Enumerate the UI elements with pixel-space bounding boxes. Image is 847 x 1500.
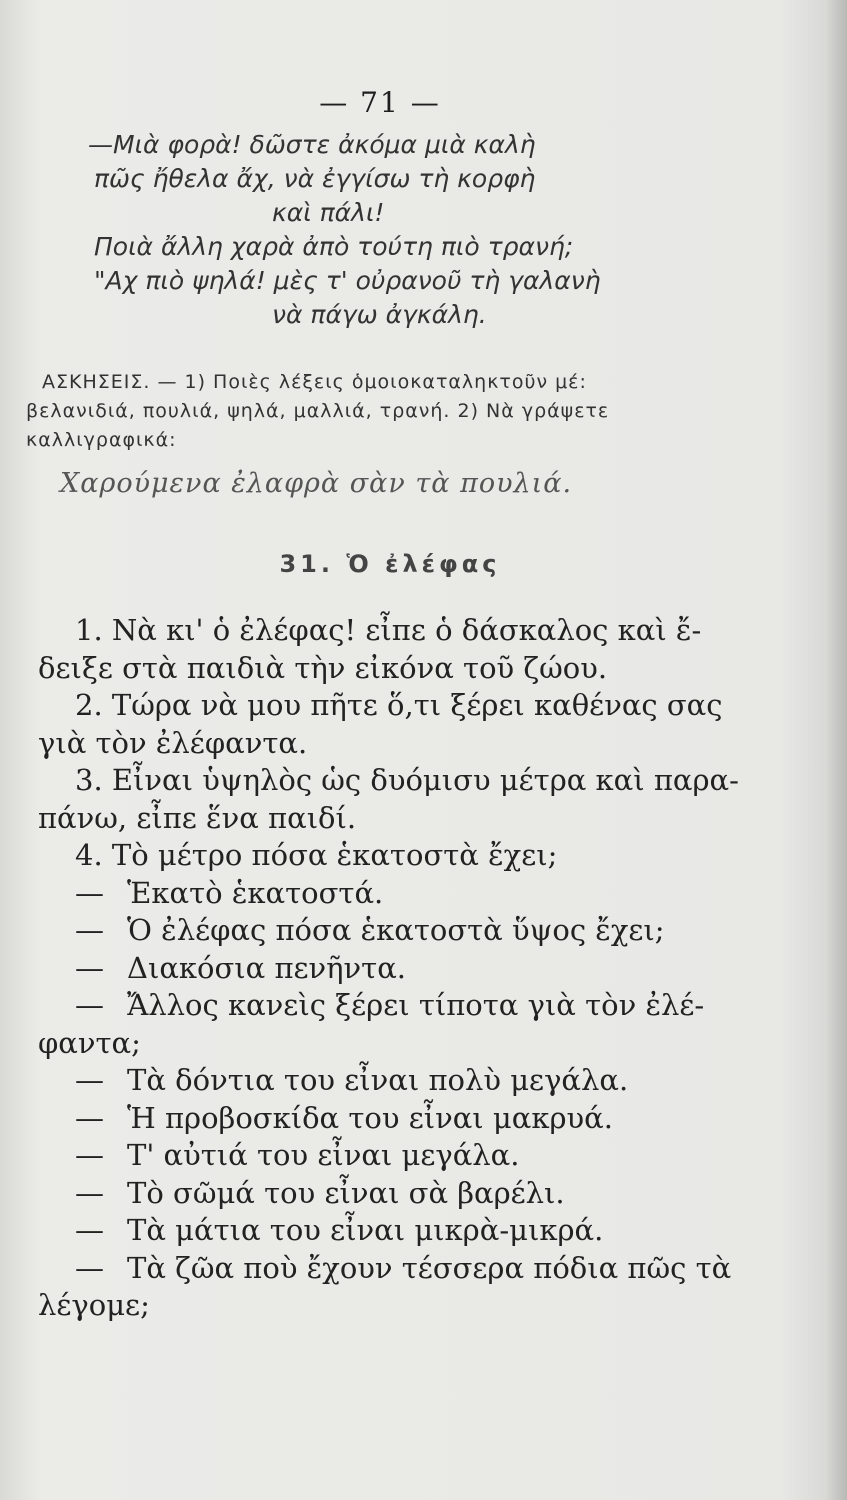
poem-line: Ποιὰ ἄλλη χαρὰ ἀπὸ τούτη πιὸ τρανή;	[94, 232, 574, 261]
text-line-content: Διακόσια πενῆντα.	[127, 950, 407, 985]
exercises-line: βελανιδιά, πουλιά, ψηλά, μαλλιά, τρανή. 2) Νὰ γράψετε	[26, 400, 610, 422]
poem-line: "Αχ πιὸ ψηλά! μὲς τ' οὐρανοῦ τὴ γαλανὴ	[94, 266, 601, 295]
text-line-content: λέγομε;	[38, 1288, 150, 1322]
text-line-content: Τ' αὐτιά του εἶναι μεγάλα.	[127, 1138, 520, 1172]
exercises-line: καλλιγραφικά:	[26, 429, 177, 451]
text-line	[38, 1062, 738, 1100]
text-line	[38, 725, 738, 763]
text-line	[38, 1287, 738, 1325]
text-line	[38, 687, 738, 725]
dialogue-dash: —	[75, 1063, 104, 1097]
text-line-content: δειξε στὰ παιδιὰ τὴν εἰκόνα τοῦ ζώου.	[38, 650, 608, 685]
text-line-content: 4. Τὸ μέτρο πόσα ἑκατοστὰ ἔχει;	[75, 838, 558, 872]
poem-stanza	[88, 128, 768, 332]
text-line-content: Ἑκατὸ ἑκατοστά.	[127, 875, 384, 910]
text-line	[38, 912, 738, 950]
text-line	[38, 1212, 738, 1250]
dialogue-dash: —	[75, 913, 104, 947]
exercises-block	[26, 368, 746, 455]
text-line	[38, 1100, 738, 1138]
text-line	[38, 837, 738, 875]
dialogue-dash: —	[75, 1138, 104, 1172]
text-line	[38, 875, 738, 913]
text-line	[38, 1250, 738, 1288]
text-line-content: Τὰ ζῶα ποὺ ἔχουν τέσσερα πόδια πῶς τὰ	[127, 1250, 732, 1285]
text-line-content: 2. Τώρα νὰ μου πῆτε ὅ,τι ξέρει καθένας σας	[75, 688, 723, 722]
dialogue-dash: —	[75, 1213, 104, 1247]
text-line	[38, 762, 738, 800]
text-line-content: Τὸ σῶμά του εἶναι σὰ βαρέλι.	[127, 1175, 565, 1210]
text-line	[38, 650, 738, 688]
text-line-content: 3. Εἶναι ὑψηλὸς ὡς δυόμισυ μέτρα καὶ παρα-	[75, 763, 739, 797]
dialogue-dash: —	[75, 950, 104, 985]
text-line	[38, 800, 738, 838]
page-edge-shadow	[825, 0, 847, 1500]
dialogue-dash: —	[75, 1100, 104, 1135]
poem-line: πῶς ἤθελα ἄχ, νὰ ἐγγίσω τὴ κορφὴ	[94, 164, 536, 193]
text-line	[38, 1175, 738, 1213]
text-line	[38, 1025, 738, 1063]
text-line-content: φαντα;	[38, 1025, 141, 1060]
text-line	[38, 950, 738, 988]
lesson-text	[38, 612, 738, 1325]
text-line-content: Ἄλλος κανεὶς ξέρει τίποτα γιὰ τὸν ἐλέ-	[127, 988, 705, 1022]
text-line-content: Τὰ μάτια του εἶναι μικρὰ-μικρά.	[127, 1213, 604, 1247]
text-line-content: Τὰ δόντια του εἶναι πολὺ μεγάλα.	[127, 1063, 629, 1097]
text-line-content: γιὰ τὸν ἐλέφαντα.	[38, 725, 308, 760]
page-number: — 71 —	[319, 86, 441, 119]
poem-line: καὶ πάλι!	[272, 198, 385, 227]
poem-line: νὰ πάγω ἀγκάλη.	[272, 300, 487, 329]
dialogue-dash: —	[75, 988, 104, 1022]
dialogue-dash: —	[75, 1250, 104, 1285]
dialogue-dash: —	[75, 1175, 104, 1210]
dialogue-dash: —	[75, 875, 104, 910]
text-line	[38, 612, 738, 650]
text-line-content: 1. Νὰ κι' ὁ ἐλέφας! εἶπε ὁ δάσκαλος καὶ ἔ-	[75, 613, 702, 647]
text-line-content: Ἡ προβοσκίδα του εἶναι μακρυά.	[127, 1100, 613, 1135]
chapter-heading: 31. Ὁ ἐλέφας	[279, 550, 501, 578]
text-line-content: Ὁ ἐλέφας πόσα ἑκατοστὰ ὕψος ἔχει;	[127, 913, 665, 947]
calligraphy-sample: Χαρούμενα ἐλαφρὰ σὰν τὰ πουλιά.	[60, 468, 573, 499]
poem-line: —Μιὰ φορὰ! δῶστε ἀκόμα μιὰ καλὴ	[88, 130, 536, 159]
text-line	[38, 1137, 738, 1175]
text-line	[38, 987, 738, 1025]
text-line-content: πάνω, εἶπε ἕνα παιδί.	[38, 800, 357, 835]
exercises-line: ΑΣΚΗΣΕΙΣ. — 1) Ποιὲς λέξεις ὁμοιοκαταληκτοῦν μέ:	[42, 371, 587, 393]
